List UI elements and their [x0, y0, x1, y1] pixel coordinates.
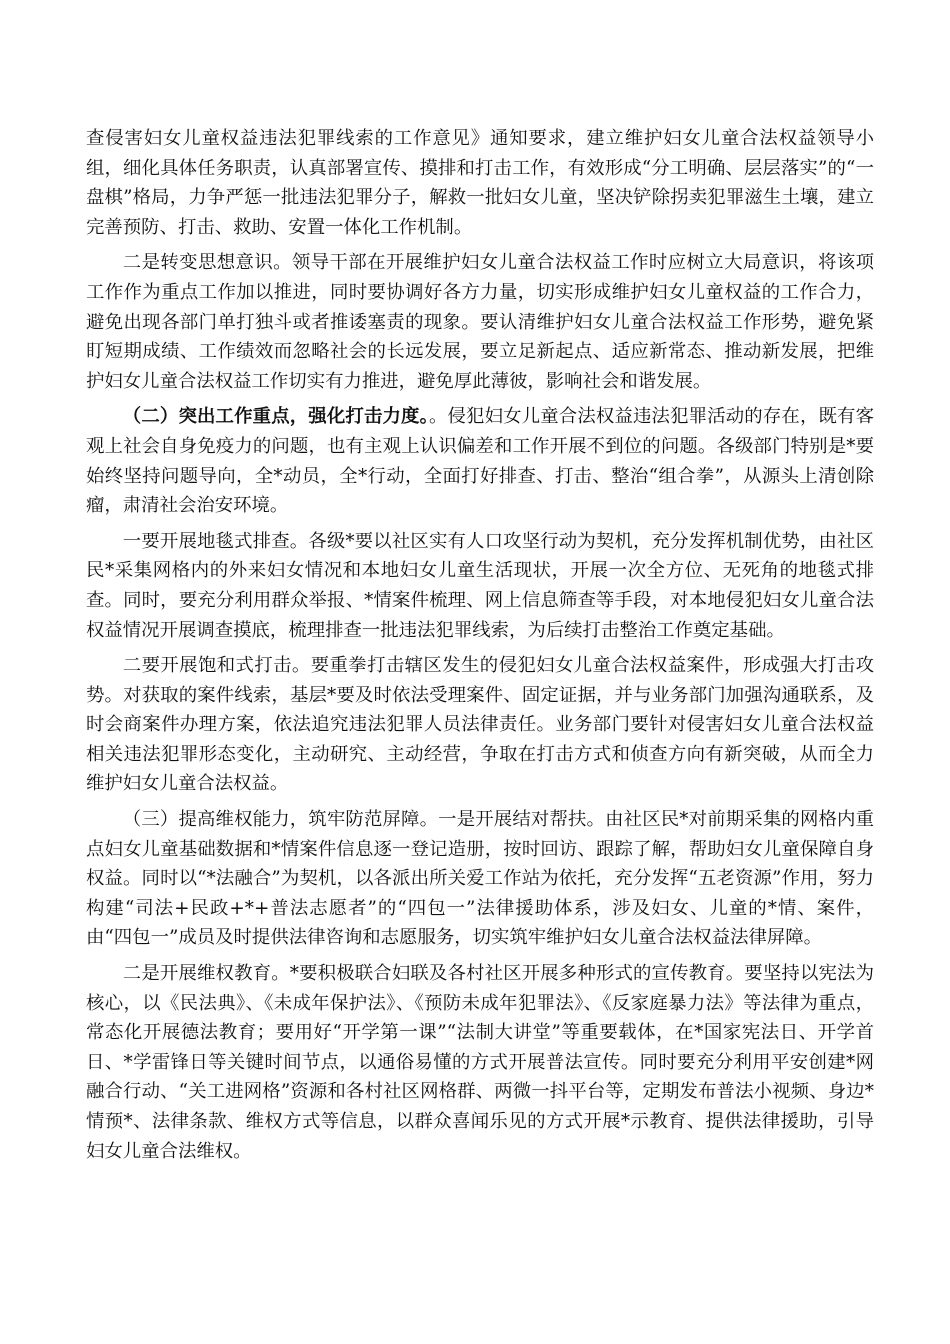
paragraph-focus-key-work: [86, 402, 874, 520]
document-body: [86, 124, 874, 1166]
paragraph-focus-key-work-text: 。侵犯妇女儿童合法权益违法犯罪活动的存在，既有客观上社会自身免疫力的问题，也有主观上认识偏差和工作开展不到位的问题。各级部门特别是*要始终坚持问题导向，全*动员，全*行动，全面打好排查、打击、整治“组合拳”，从源头上清创除瘤，肃清社会治安环境。: [86, 406, 874, 517]
paragraph-rights-education: 二是开展维权教育。*要积极联合妇联及各村社区开展多种形式的宣传教育。要坚持以宪法为核心，以《民法典》、《未成年保护法》、《预防未成年犯罪法》、《反家庭暴力法》等法律为重点，常态化开展德法教育；要用好“开学第一课”“法制大讲堂”等重要载体，在*国家宪法日、开学首日、*学雷锋日等关键时间节点，以通俗易懂的方式开展普法宣传。同时要充分利用平安创建*网融合行动、“关工进网格”资源和各村社区网格群、两微一抖平台等，定期发布普法小视频、身边*情预*、法律条款、维权方式等信息，以群众喜闻乐见的方式开展*示教育、提供法律援助，引导妇女儿童合法维权。: [86, 963, 874, 1162]
paragraph-saturation-strike: 二要开展饱和式打击。要重拳打击辖区发生的侵犯妇女儿童合法权益案件，形成强大打击攻势。对获取的案件线索，基层*要及时依法受理案件、固定证据，并与业务部门加强沟通联系，及时会商案件办理方案，依法追究违法犯罪人员法律责任。业务部门要针对侵害妇女儿童合法权益相关违法犯罪形态变化，主动研究、主动经营，争取在打击方式和侦查方向有新突破，从而全力维护妇女儿童合法权益。: [86, 655, 874, 795]
paragraph-continuation: 查侵害妇女儿童权益违法犯罪线索的工作意见》通知要求，建立维护妇女儿童合法权益领导小组，细化具体任务职责，认真部署宣传、摸排和打击工作，有效形成“分工明确、层层落实”的“一盘棋”格局，力争严惩一批违法犯罪分子，解救一批妇女儿童，坚决铲除拐卖犯罪滋生土壤，建立完善预防、打击、救助、安置一体化工作机制。: [86, 128, 874, 238]
paragraph-carpet-investigation: 一要开展地毯式排查。各级*要以社区实有人口攻坚行动为契机，充分发挥机制优势，由社区民*采集网格内的外来妇女情况和本地妇女儿童生活现状，开展一次全方位、无死角的地毯式排查。同时，要充分利用群众举报、*情案件梳理、网上信息筛查等手段，对本地侵犯妇女儿童合法权益情况开展调查摸底，梳理排查一批违法犯罪线索，为后续打击整治工作奠定基础。: [86, 530, 874, 641]
paragraph-rights-capacity: （三）提高维权能力，筑牢防范屏障。一是开展结对帮扶。由社区民*对前期采集的网格内重点妇女儿童基础数据和*情案件信息逐一登记造册，按时回访、跟踪了解，帮助妇女儿童保障自身权益。同时以“*法融合”为契机，以各派出所关爱工作站为依托，充分发挥“五老资源”作用，努力构建“司法+民政+*+普法志愿者”的“四包一”法律援助体系，涉及妇女、儿童的*情、案件，由“四包一”成员及时提供法律咨询和志愿服务，切实筑牢维护妇女儿童合法权益法律屏障。: [86, 809, 874, 949]
paragraph-change-mindset: 二是转变思想意识。领导干部在开展维护妇女儿童合法权益工作时应树立大局意识，将该项工作作为重点工作加以推进，同时要协调好各方力量，切实形成维护妇女儿童权益的工作合力，避免出现各部门单打独斗或者推诿塞责的现象。要认清维护妇女儿童合法权益工作形势，避免紧盯短期成绩、工作绩效而忽略社会的长远发展，要立足新起点、适应新常态、推动新发展，把维护妇女儿童合法权益工作切实有力推进，避免厚此薄彼，影响社会和谐发展。: [86, 252, 874, 392]
section-heading-2: （二）突出工作重点，强化打击力度。: [122, 406, 429, 428]
